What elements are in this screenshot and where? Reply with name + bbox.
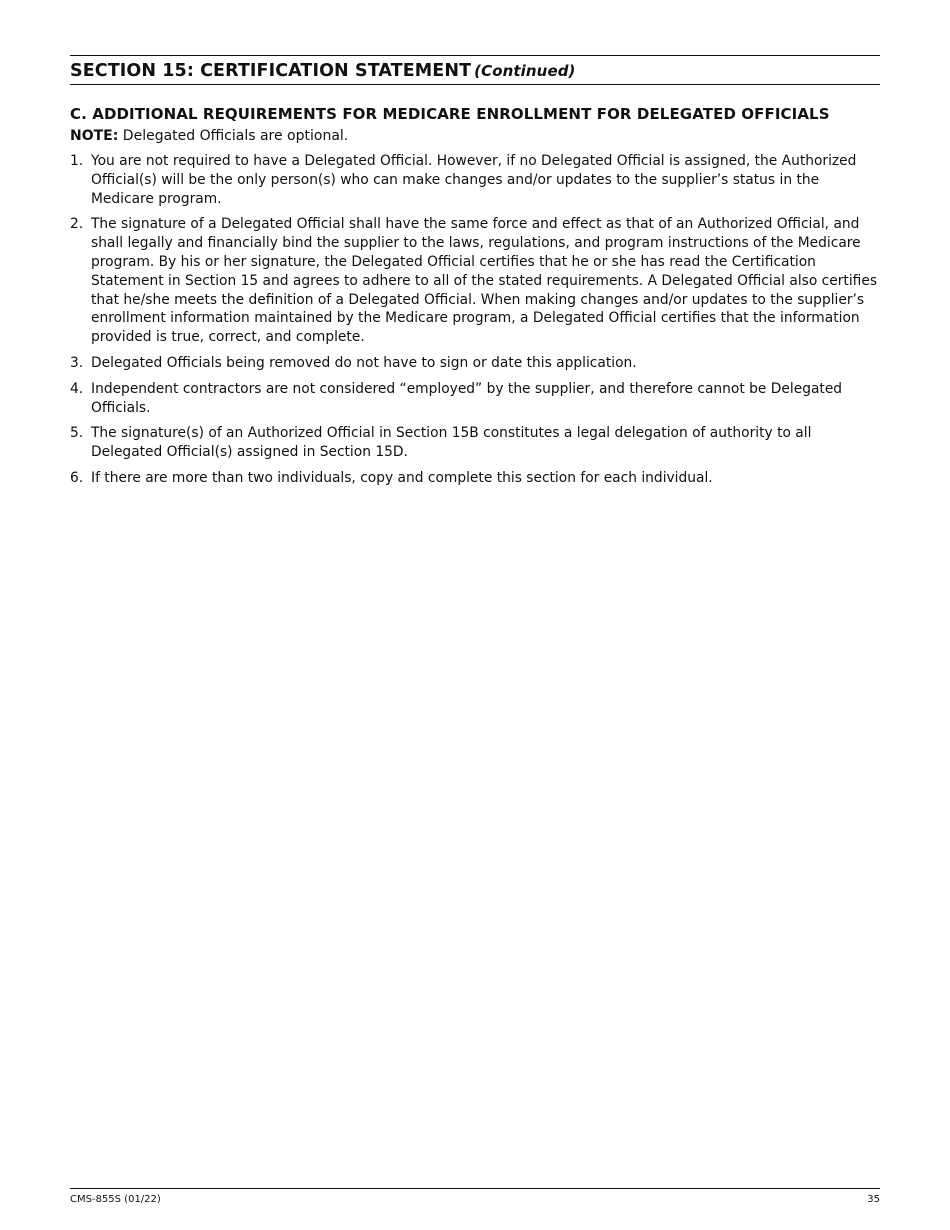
requirement-item [70,152,882,208]
requirement-item [70,215,882,347]
requirement-number: 6. [70,469,84,486]
requirements-list [70,152,882,495]
requirement-number: 5. [70,425,84,442]
requirement-text: The signature of a Delegated Official shall have the same force and effect as that of an Authorized Official, and shall legally and financially bind the supplier to the laws, regulations, and program instructions of the Medicare program. By his or her signature, the Delegated Official certifies that he or she has read the Certification Statement in Section 15 and agrees to adhere to all of the stated requirements. A Delegated Official also certifies that he/she meets the definition of a Delegated Official. When making changes and/or updates to the supplier’s enrollment information maintained by the Medicare program, a Delegated Official certifies that the information provided is true, correct, and complete. [91,216,878,346]
requirement-text: Delegated Officials being removed do not have to sign or date this application. [91,354,637,371]
requirement-number: 4. [70,380,84,397]
requirement-item [70,424,882,462]
note-text: Delegated Officials are optional. [122,128,349,144]
page-footer [70,1188,880,1209]
requirement-number: 3. [70,354,84,371]
requirement-number: 1. [70,153,84,169]
document-page [70,0,880,1230]
requirement-number: 2. [70,216,84,233]
requirement-text: The signature(s) of an Authorized Official in Section 15B constitutes a legal delegation of authority to all Delegated Official(s) assigned in Section 15D. [91,425,812,461]
section-title [70,61,576,81]
section-title-text: SECTION 15: CERTIFICATION STATEMENT [70,61,472,81]
form-id: CMS-855S (01/22) [70,1194,161,1205]
requirement-text: Independent contractors are not considered “employed” by the supplier, and therefore cannot be Delegated Officials. [91,380,843,416]
requirement-text: You are not required to have a Delegated Official. However, if no Delegated Official is assigned, the Authorized Official(s) will be the only person(s) who can make changes and/or updates to the supplier’s status in the Medicare program. [91,153,857,207]
note-label: NOTE: [70,128,119,144]
subsection-heading: C. ADDITIONAL REQUIREMENTS FOR MEDICARE ENROLLMENT FOR DELEGATED OFFICIALS [70,105,830,123]
requirement-item [70,380,882,418]
page-number: 35 [867,1194,880,1205]
note [70,128,348,144]
requirement-item [70,354,882,373]
continued-label: (Continued) [474,62,576,80]
requirement-item [70,469,882,488]
section-header [70,55,880,85]
requirement-text: If there are more than two individuals, copy and complete this section for each individual. [91,469,713,486]
